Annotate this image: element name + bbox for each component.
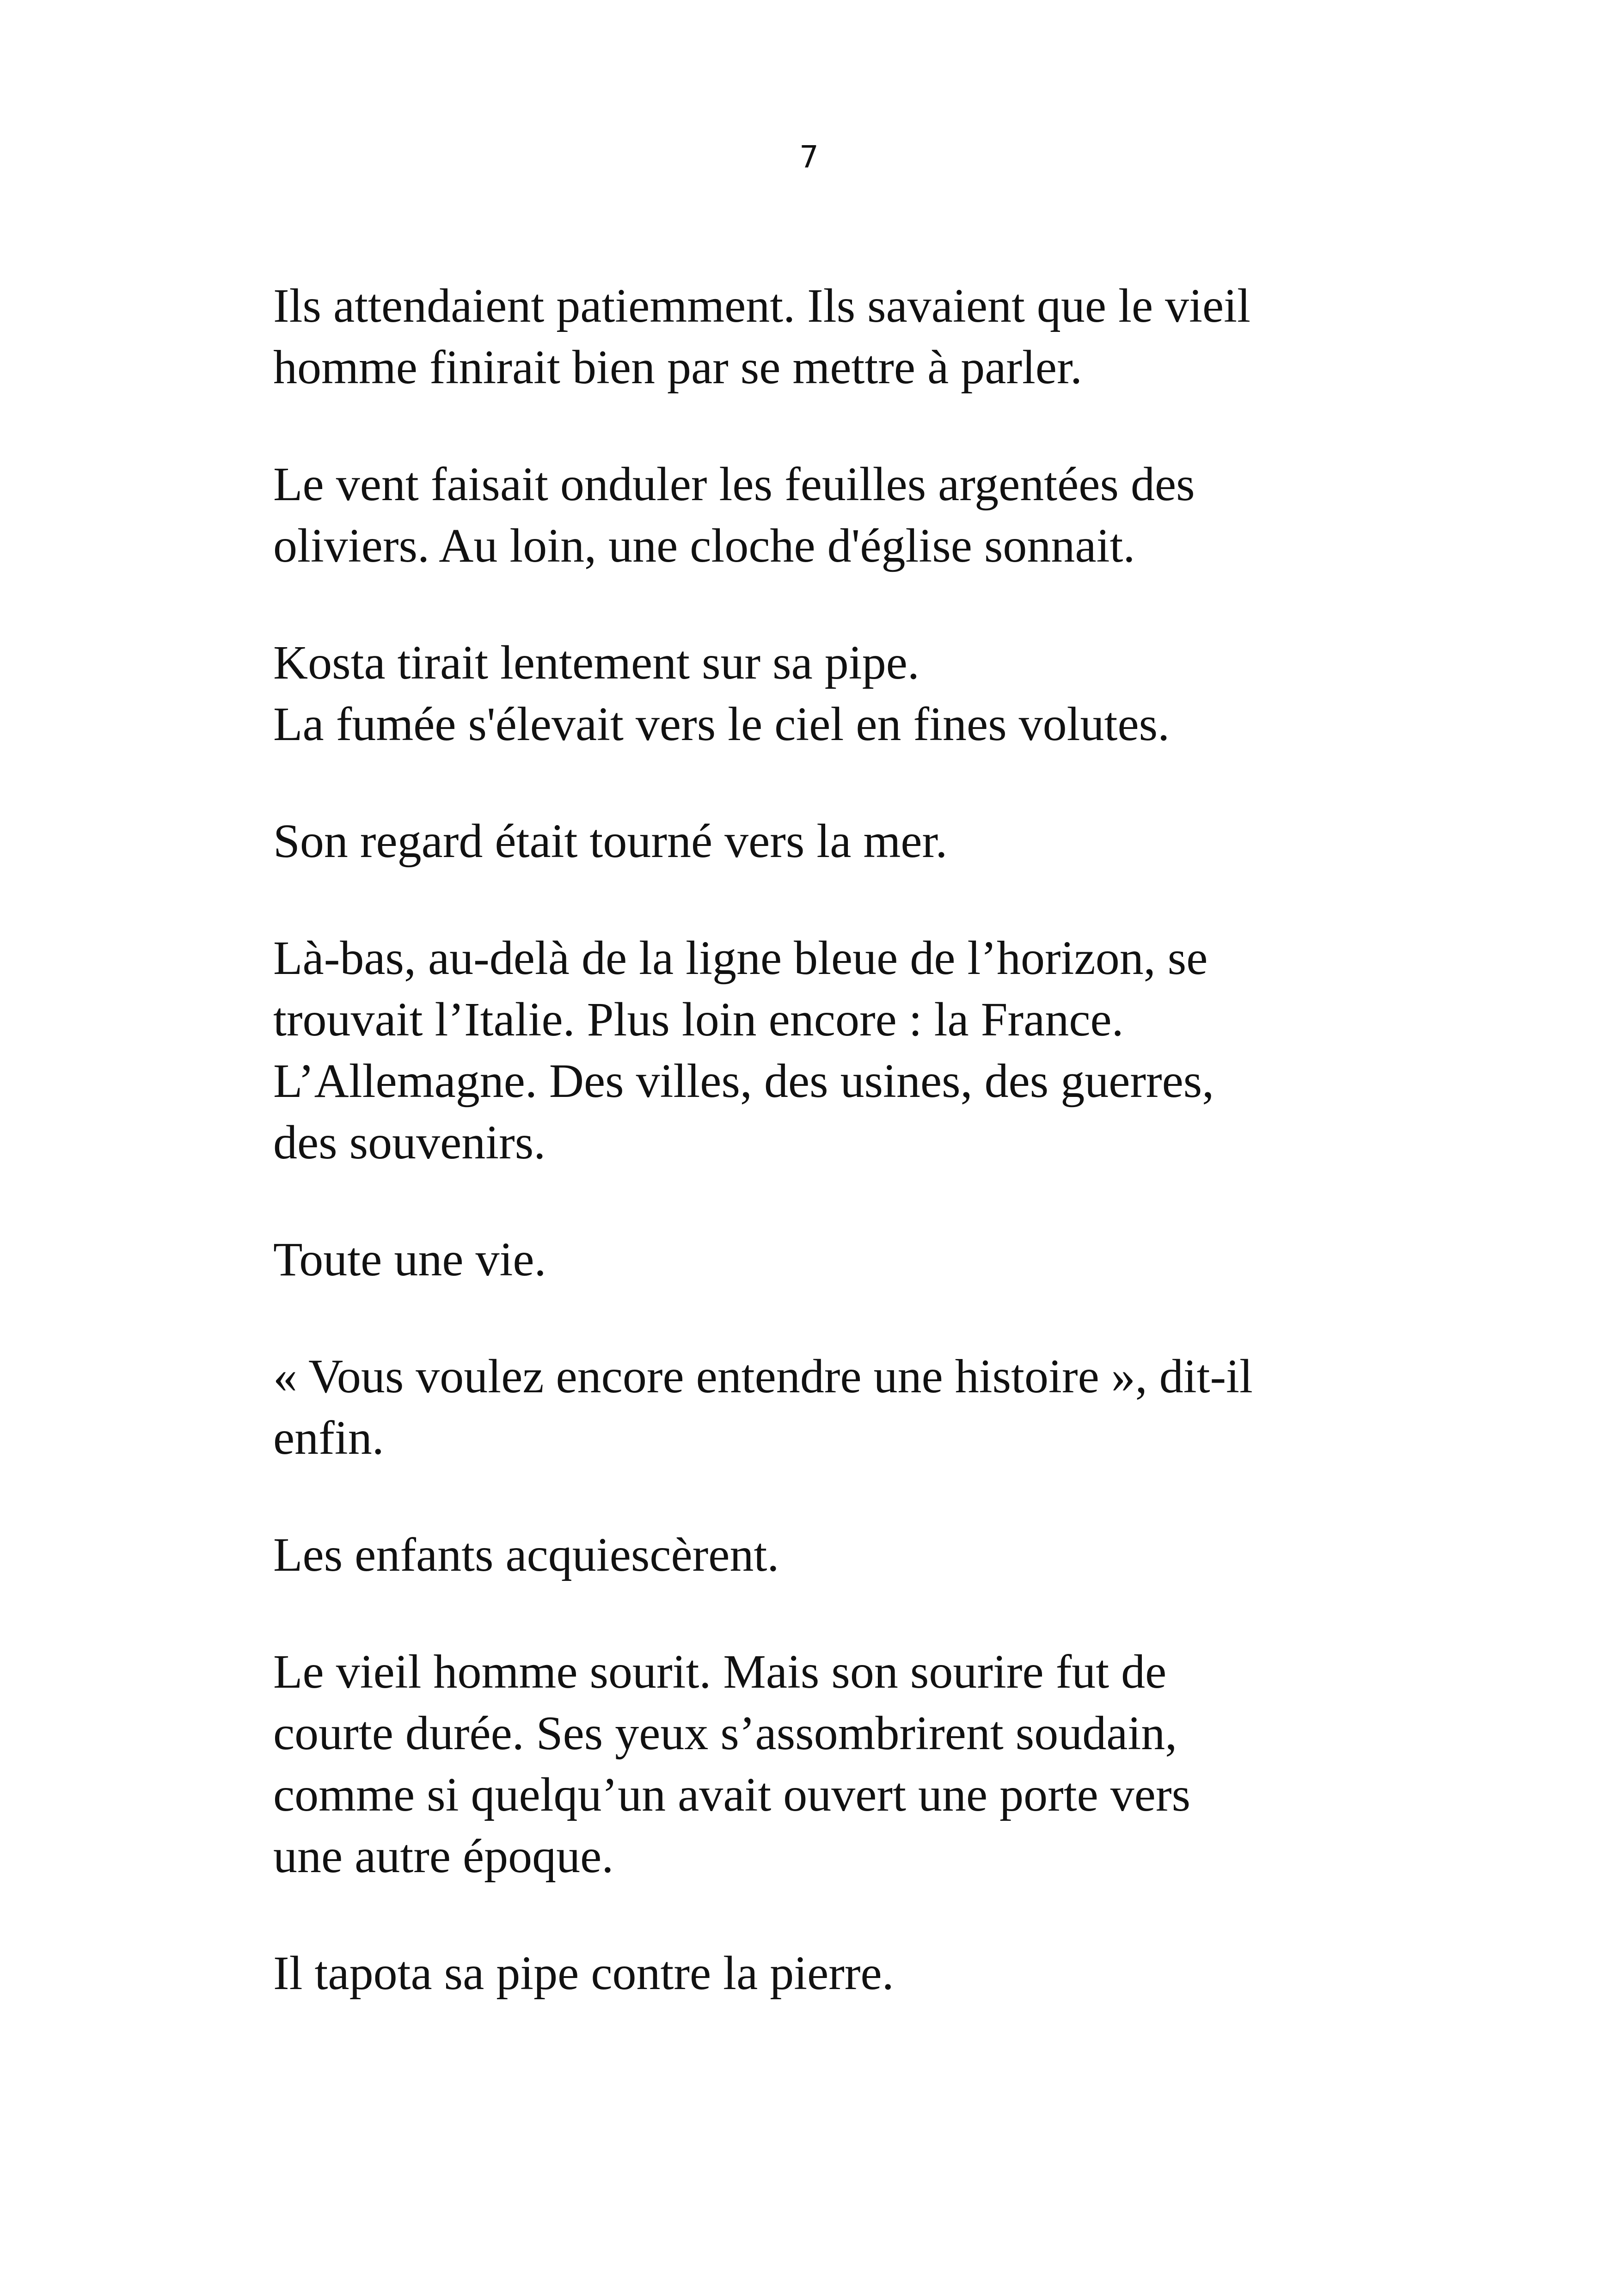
text-line: Là-bas, au-delà de la ligne bleue de l’horizon, se [273, 931, 1208, 985]
paragraph [273, 453, 1364, 576]
text-line: « Vous voulez encore entendre une histoire », dit-il [273, 1350, 1253, 1403]
text-line: oliviers. Au loin, une cloche d'église sonnait. [273, 519, 1135, 572]
text-line: trouvait l’Italie. Plus loin encore : la France. [273, 993, 1124, 1046]
page-number: 7 [799, 139, 819, 175]
text-line: homme finirait bien par se mettre à parler. [273, 341, 1082, 394]
paragraph [273, 1942, 1364, 2004]
paragraph [273, 1229, 1364, 1290]
paragraph [273, 1346, 1364, 1469]
text-line: Les enfants acquiescèrent. [273, 1528, 779, 1581]
text-line: Ils attendaient patiemment. Ils savaient que le vieil [273, 279, 1250, 332]
text-line: Kosta tirait lentement sur sa pipe. [273, 636, 919, 689]
paragraph [273, 1524, 1364, 1586]
text-line: une autre époque. [273, 1830, 614, 1883]
text-line: Toute une vie. [273, 1233, 546, 1286]
text-line: des souvenirs. [273, 1116, 546, 1169]
text-line: courte durée. Ses yeux s’assombrirent soudain, [273, 1707, 1177, 1760]
paragraph [273, 810, 1364, 872]
text-line: comme si quelqu’un avait ouvert une porte vers [273, 1768, 1191, 1821]
paragraph [273, 275, 1364, 398]
text-line: Il tapota sa pipe contre la pierre. [273, 1947, 894, 2000]
text-line: Le vent faisait onduler les feuilles argentées des [273, 458, 1195, 511]
text-line: enfin. [273, 1411, 384, 1464]
text-line: La fumée s'élevait vers le ciel en fines volutes. [273, 698, 1170, 751]
text-line: Son regard était tourné vers la mer. [273, 814, 948, 868]
page-body [273, 275, 1364, 2059]
paragraph [273, 927, 1364, 1173]
paragraph [273, 632, 1364, 755]
paragraph [273, 1641, 1364, 1887]
text-line: Le vieil homme sourit. Mais son sourire fut de [273, 1645, 1167, 1698]
text-line: L’Allemagne. Des villes, des usines, des guerres, [273, 1054, 1214, 1108]
